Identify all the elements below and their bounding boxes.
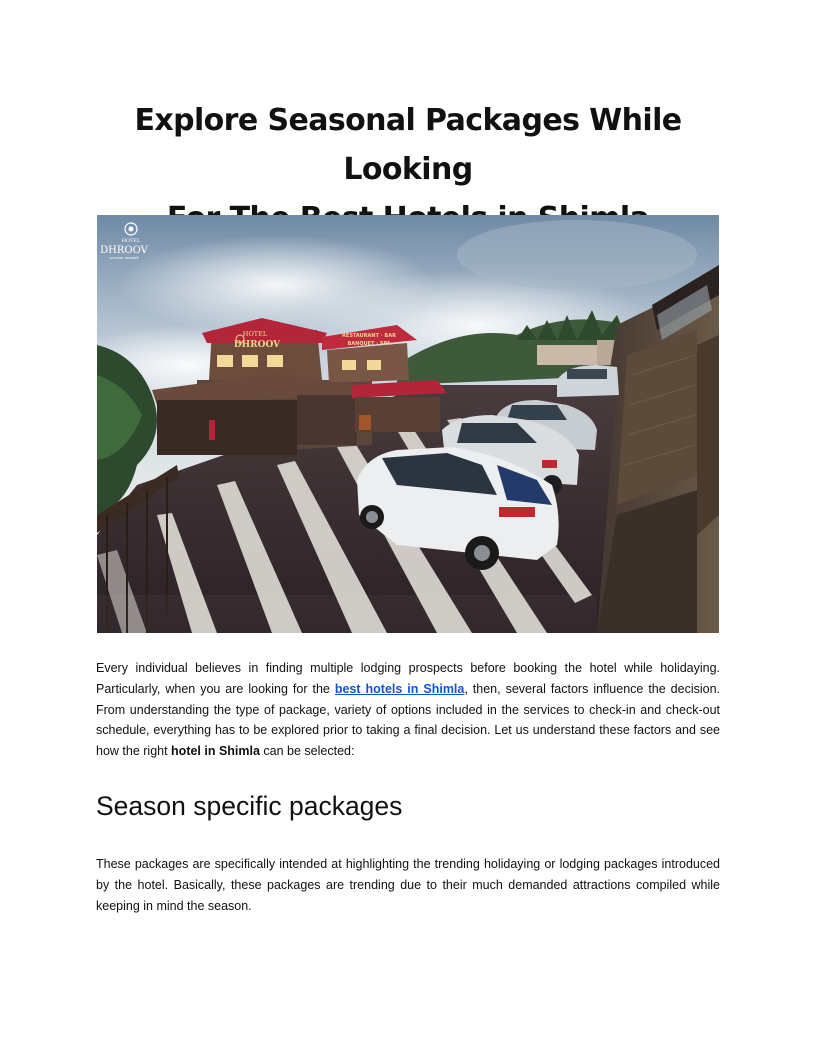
logo-tagline-text: uncover yourself (109, 256, 139, 260)
intro-paragraph (96, 658, 720, 762)
section-body-paragraph: These packages are specifically intended at highlighting the trending holidaying or lodging packages introduced by the hotel. Basically, these packages are trending due to their much demanded attractions compiled while keeping in mind the season. (96, 857, 720, 913)
section-heading: Season specific packages (96, 791, 403, 821)
logo-name-text: DHROOV (100, 245, 148, 256)
logo-small-text: HOTEL (121, 238, 141, 244)
intro-text-after-link: , then, several factors influence the decision. From understanding the type of package, variety of options included in the services to check-in and check-out schedule, everything has to be explored prior to taking a final decision. Let us understand these factors and see how the right (96, 681, 721, 759)
best-hotels-link[interactable]: best hotels in Shimla (334, 681, 465, 696)
sign-hotel-text: HOTEL (242, 330, 268, 338)
hotel-photo-illustration (97, 215, 719, 633)
hotel-photo (97, 215, 719, 633)
sign-name-text: DHROOV (233, 340, 281, 350)
intro-bold-text: hotel in Shimla (171, 744, 260, 759)
sign-services-2: BANQUET · SPA (347, 341, 391, 347)
title-line-1: Explore Seasonal Packages While Looking (134, 103, 682, 187)
intro-text-before-link: Every individual believes in finding multiple lodging prospects before booking the hotel while holidaying. Particularly, when you are looking for the (96, 661, 720, 696)
intro-text-end: can be selected: (259, 744, 355, 759)
sign-services-1: RESTAURANT · BAR (342, 333, 396, 339)
